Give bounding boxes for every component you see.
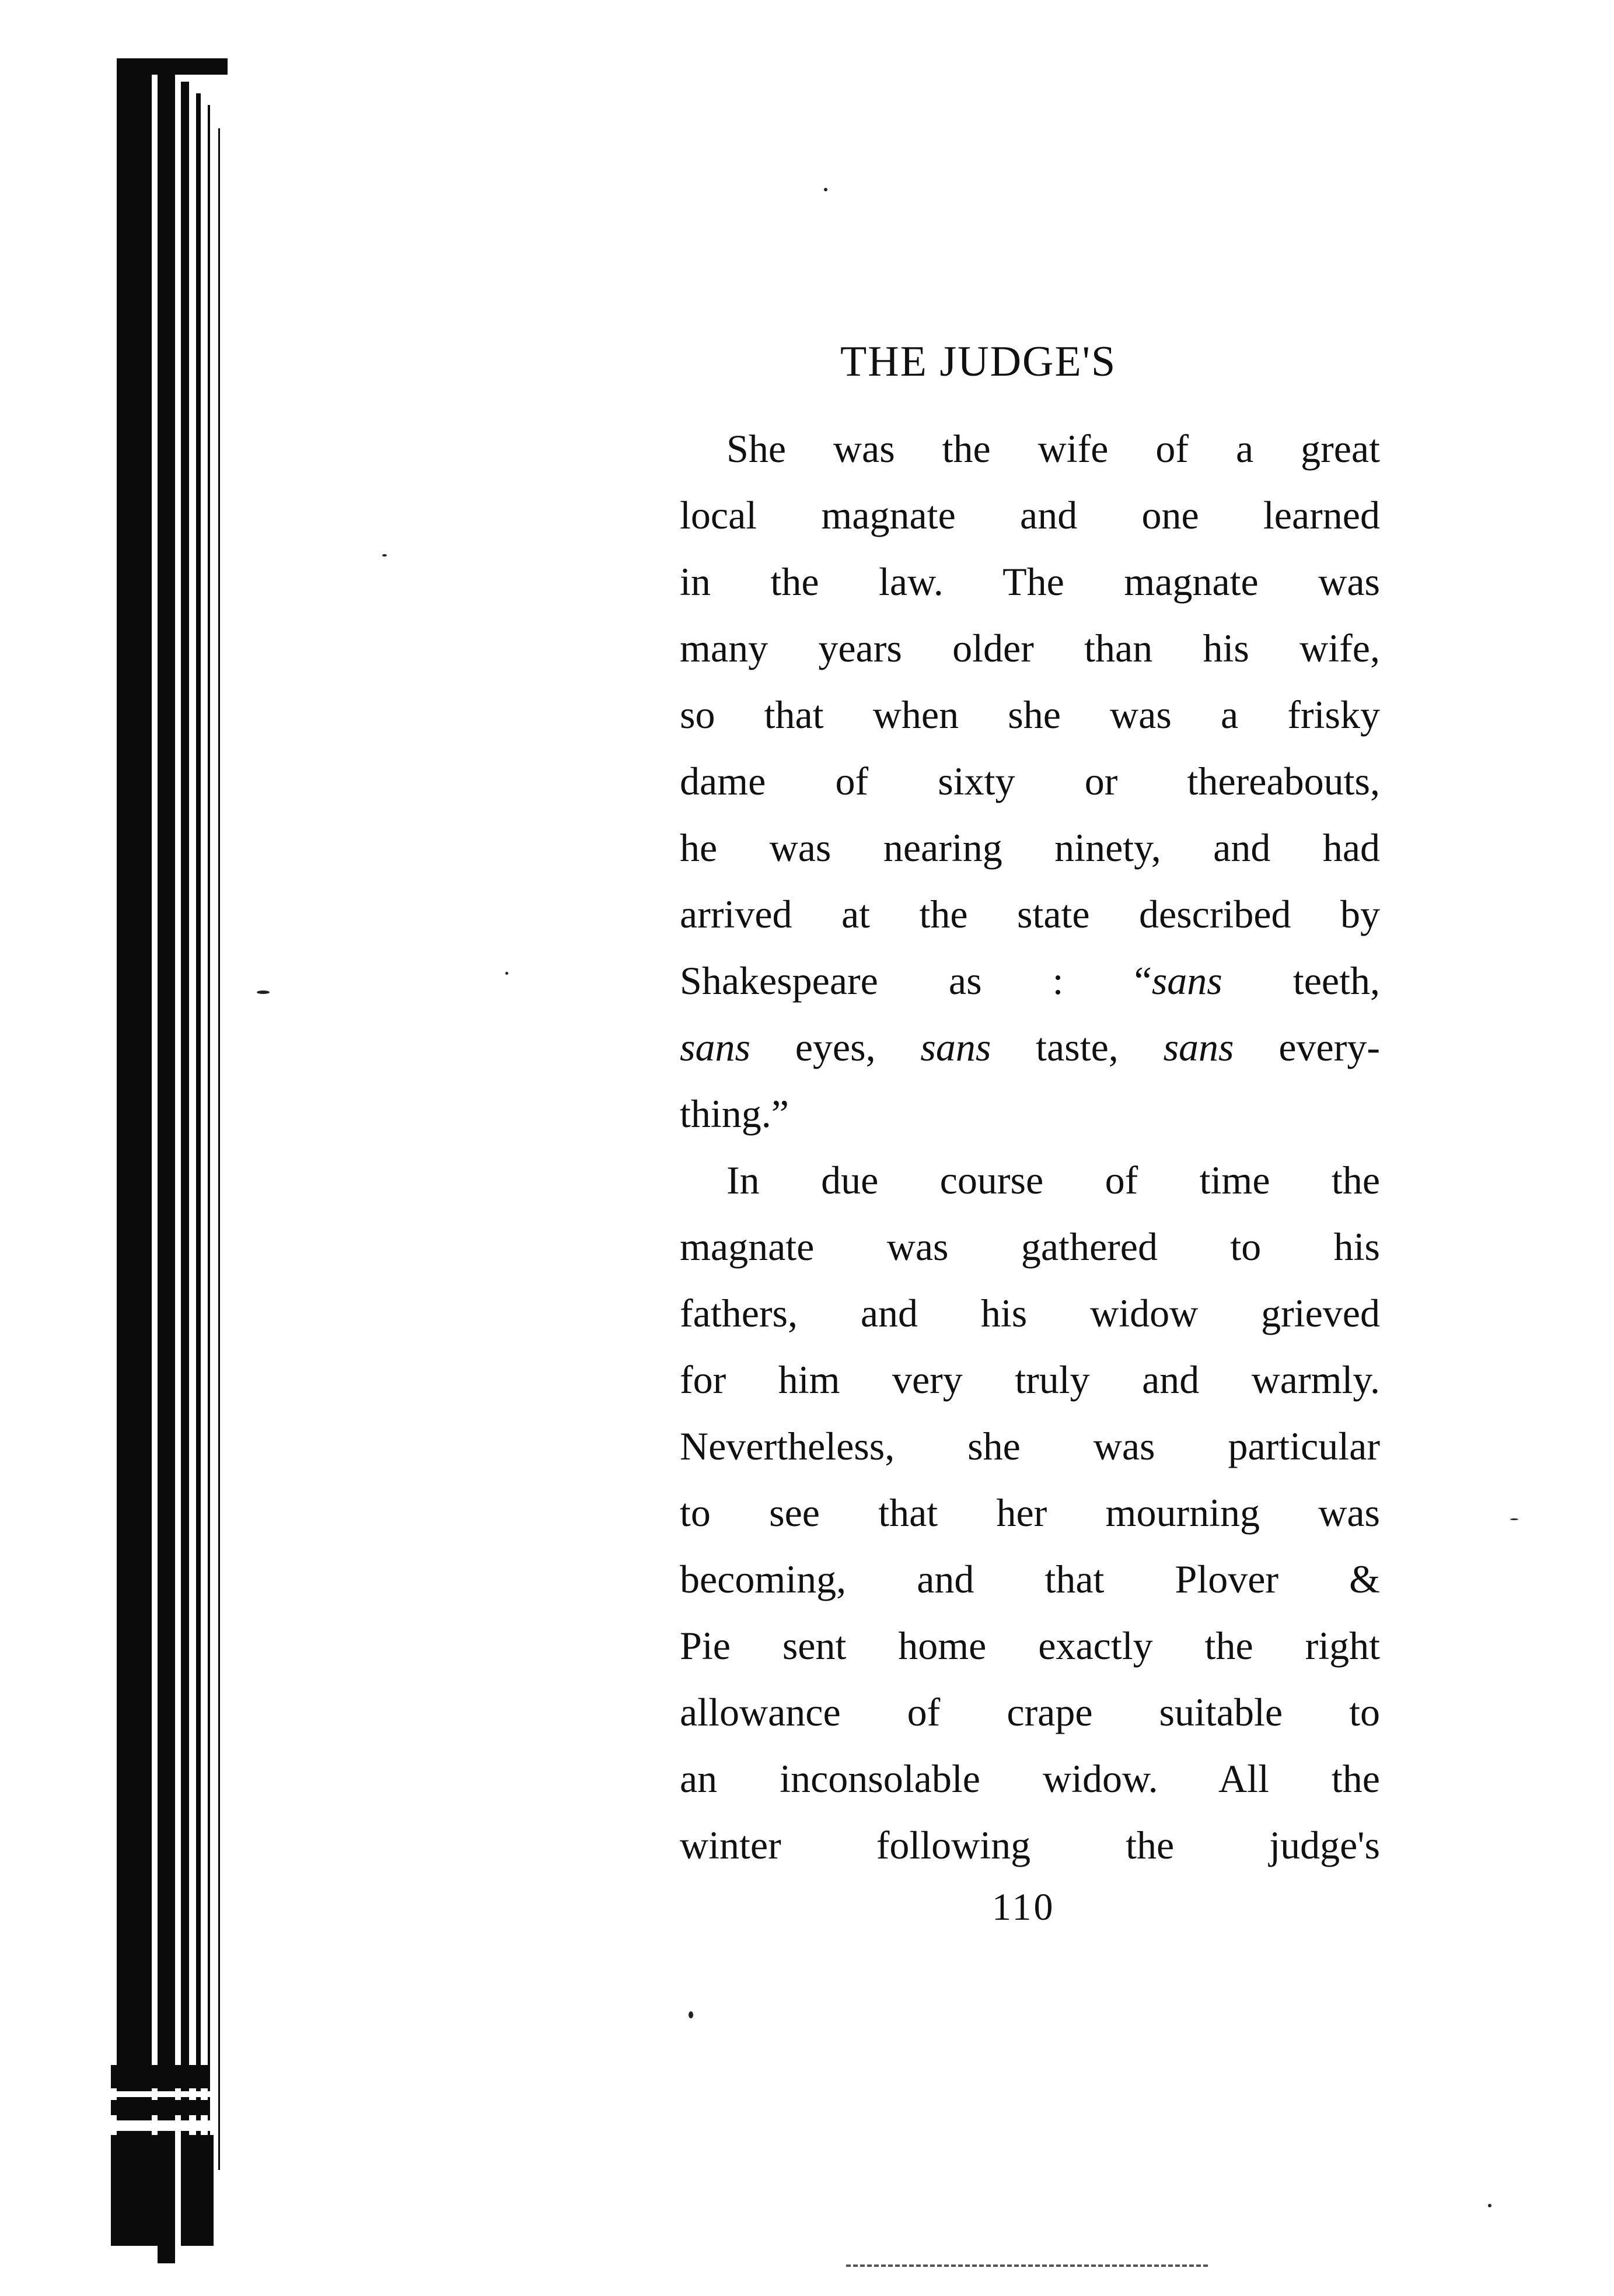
text-line: for him very truly and warmly. xyxy=(680,1357,1380,1402)
scan-footer-rule xyxy=(846,2264,1208,2267)
scan-speck xyxy=(1488,2204,1491,2207)
text-line: Shakespeare as : “sans teeth, xyxy=(680,958,1380,1003)
scan-binding-edge xyxy=(111,35,286,2252)
binding-bar xyxy=(117,58,152,2228)
binding-bar xyxy=(208,105,210,2205)
text-line: sans eyes, sans taste, sans every- xyxy=(680,1025,1380,1069)
binding-gap xyxy=(111,2120,216,2131)
text-line: She was the wife of a great xyxy=(726,426,1380,471)
binding-block xyxy=(111,2065,210,2088)
running-title: THE JUDGE'S xyxy=(840,338,1117,386)
binding-block xyxy=(111,2135,175,2246)
scan-speck xyxy=(1510,1518,1518,1520)
text-line: thing.” xyxy=(680,1091,789,1136)
binding-bar xyxy=(181,82,189,2240)
scan-speck xyxy=(382,554,387,556)
text-line: arrived at the state described by xyxy=(680,892,1380,936)
text-line: In due course of time the xyxy=(726,1158,1380,1202)
text-line: Pie sent home exactly the right xyxy=(680,1623,1380,1668)
binding-bar xyxy=(218,128,220,2170)
text-line: an inconsolable widow. All the xyxy=(680,1756,1380,1801)
binding-block xyxy=(111,2100,210,2115)
scan-speck xyxy=(824,188,827,191)
binding-bar xyxy=(158,70,175,2263)
binding-gap xyxy=(111,2091,216,2097)
scan-speck xyxy=(689,2011,693,2018)
text-line: magnate was gathered to his xyxy=(680,1224,1380,1269)
binding-block xyxy=(181,2135,214,2246)
text-line: he was nearing ninety, and had xyxy=(680,825,1380,870)
text-line: Nevertheless, she was particular xyxy=(680,1424,1380,1468)
page-number: 110 xyxy=(992,1886,1056,1929)
text-line: dame of sixty or thereabouts, xyxy=(680,759,1380,803)
body-text xyxy=(680,415,1380,1878)
text-line: many years older than his wife, xyxy=(680,626,1380,670)
text-line: becoming, and that Plover & xyxy=(680,1557,1380,1601)
text-line: in the law. The magnate was xyxy=(680,559,1380,604)
text-line: allowance of crape suitable to xyxy=(680,1690,1380,1734)
text-line: local magnate and one learned xyxy=(680,493,1380,537)
text-line: fathers, and his widow grieved xyxy=(680,1291,1380,1335)
text-line: so that when she was a frisky xyxy=(680,692,1380,737)
binding-cap xyxy=(117,58,228,75)
scan-speck xyxy=(257,991,270,994)
scan-speck xyxy=(505,972,508,975)
text-line: winter following the judge's xyxy=(680,1823,1380,1867)
binding-bar xyxy=(196,93,201,2240)
text-line: to see that her mourning was xyxy=(680,1490,1380,1535)
